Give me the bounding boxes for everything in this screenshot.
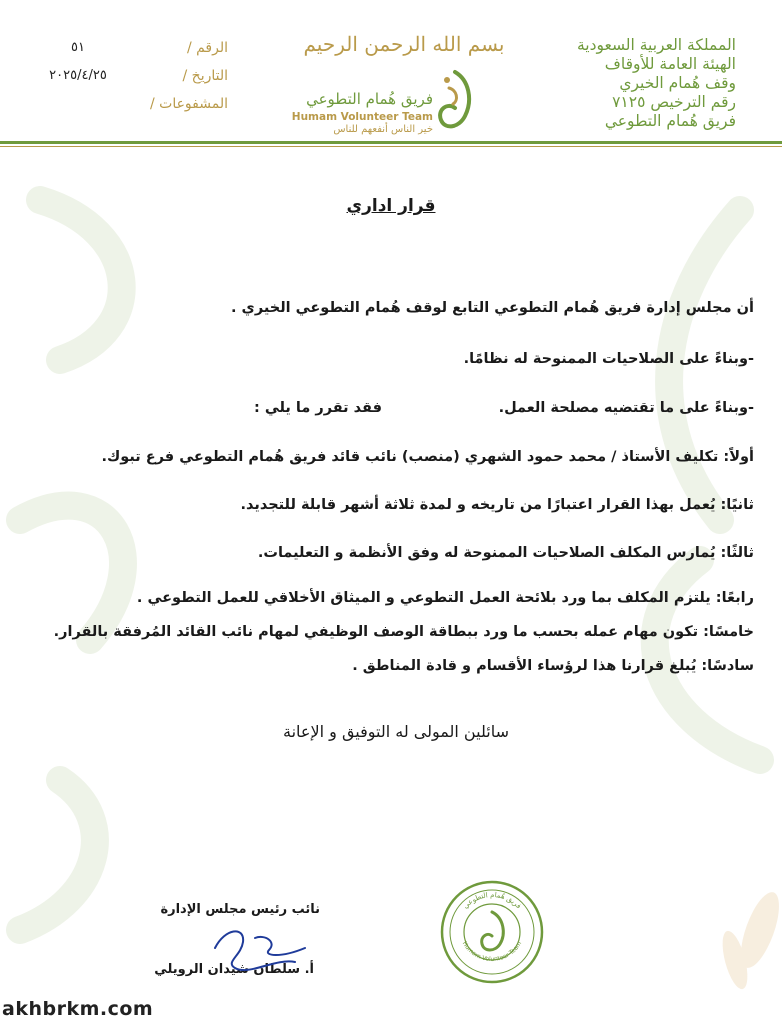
- intro-paragraph: أن مجلس إدارة فريق هُمام التطوعي التابع لوقف هُمام التطوعي الخيري .: [230, 300, 754, 316]
- document-title: قرار اداري: [346, 196, 436, 216]
- date-value: ٢٠٢٥/٤/٢٥: [49, 68, 107, 83]
- header-logo-block: [275, 20, 530, 140]
- site-watermark: akhbrkm.com: [2, 998, 154, 1020]
- clause-item: أولاً: تكليف الأستاذ / محمد حمود الشهري (منصب) نائب قائد فريق هُمام التطوعي فرع تبوك.: [101, 449, 754, 465]
- seal-text-english: Humam Volunteer Team: [460, 940, 524, 963]
- meta-row-attachments: [28, 96, 228, 124]
- clause-item: سادسًا: يُبلغ قرارنا هذا لرؤساء الأقسام و قادة المناطق .: [352, 658, 754, 674]
- basmala-calligraphy: بسم الله الرحمن الرحيم: [303, 32, 505, 56]
- humam-logo-icon: [435, 68, 475, 134]
- svg-text:Humam Volunteer Team: [461, 940, 524, 963]
- clause-item: ثالثًا: يُمارس المكلف الصلاحيات الممنوحة له وفق الأنظمة و التعليمات.: [257, 545, 754, 561]
- based-on-line-2: -وبناءً على ما تقتضيه مصلحة العمل.: [498, 400, 754, 416]
- org-line-team: فريق هُمام التطوعي: [604, 112, 736, 130]
- number-label: الرقم /: [186, 40, 228, 56]
- clause-item: خامسًا: تكون مهام عمله بحسب ما ورد ببطاقة الوصف الوظيفي لمهام نائب القائد المُرفقة بالقرار.: [53, 624, 754, 640]
- attachments-label: المشفوعات /: [149, 96, 228, 112]
- org-line-kingdom: المملكة العربية السعودية: [576, 36, 736, 54]
- header-divider-gold: [0, 146, 782, 147]
- organization-block: [506, 36, 736, 131]
- clause-item: ثانيًا: يُعمل بهذا القرار اعتبارًا من تاريخه و لمدة ثلاثة أشهر قابلة للتجديد.: [240, 497, 754, 513]
- clause-item: رابعًا: يلتزم المكلف بما ورد بلائحة العمل التطوعي و الميثاق الأخلاقي للعمل التطوعي .: [136, 590, 754, 606]
- decided-line: فقد تقرر ما يلي :: [253, 400, 382, 416]
- signatory-name: أ. سلطان شيدان الرويلي: [154, 962, 314, 977]
- header-divider-green: [0, 141, 782, 144]
- team-name-arabic: فريق هُمام التطوعي: [306, 90, 433, 108]
- number-value: ٥١: [71, 40, 85, 55]
- closing-phrase: سائلين المولى له التوفيق و الإعانة: [283, 722, 509, 741]
- handwritten-signature: [205, 918, 315, 978]
- meta-row-number: [28, 40, 228, 68]
- org-line-license: رقم الترخيص ٧١٢٥: [612, 93, 736, 111]
- reference-meta-block: [28, 40, 228, 124]
- org-line-waqf: وقف هُمام الخيري: [619, 74, 736, 92]
- official-seal-stamp: [440, 880, 545, 985]
- team-name-english: Humam Volunteer Team: [291, 111, 433, 123]
- org-line-authority: الهيئة العامة للأوقاف: [604, 55, 736, 73]
- signatory-title: نائب رئيس مجلس الإدارة: [160, 902, 320, 917]
- meta-row-date: [28, 68, 228, 96]
- seal-text-arabic: فريق هُمام التطوعي: [461, 890, 523, 911]
- based-on-line-1: -وبناءً على الصلاحيات الممنوحة له نظامًا.: [463, 351, 754, 367]
- team-slogan: خير الناس أنفعهم للناس: [333, 124, 433, 135]
- svg-text:فريق هُمام التطوعي: [461, 891, 522, 910]
- date-label: التاريخ /: [182, 68, 228, 84]
